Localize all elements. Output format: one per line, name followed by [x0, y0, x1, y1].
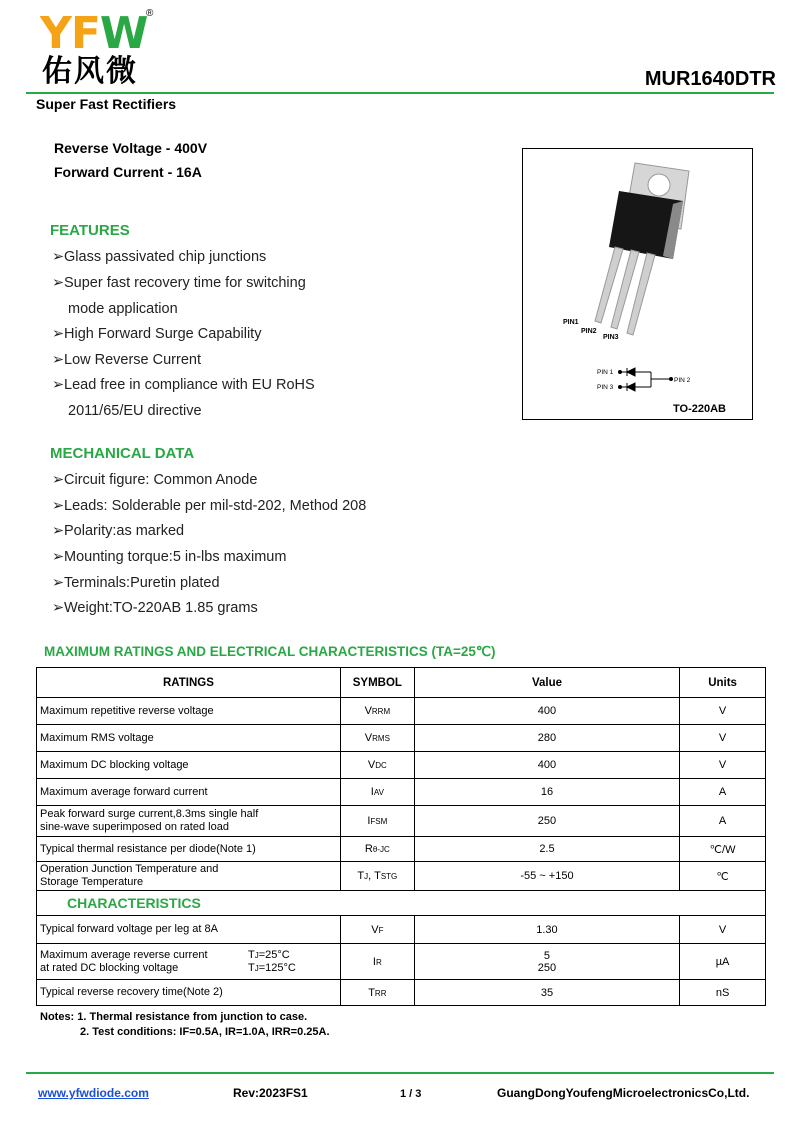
table-row: Operation Junction Temperature and Storage Temperature TJ, TSTG -55 ~ +150 ℃ — [37, 862, 766, 891]
schematic-pin2: PIN 2 — [674, 377, 691, 384]
to220-drawing — [523, 149, 752, 419]
pin1-label: PIN1 — [563, 319, 579, 326]
diode-symbol-icon — [619, 368, 673, 391]
feature-item: ➢Lead free in compliance with EU RoHS — [52, 377, 315, 393]
mechanical-item: ➢Leads: Solderable per mil-std-202, Method 208 — [52, 498, 367, 514]
table-row: Typical forward voltage per leg at 8A VF 1.30 V — [37, 916, 766, 944]
notes — [40, 1010, 330, 1040]
features-title: FEATURES — [50, 222, 130, 239]
ratings-table — [36, 667, 766, 1006]
registered-mark: ® — [146, 8, 154, 19]
mechanical-item: ➢Weight:TO-220AB 1.85 grams — [52, 600, 258, 616]
logo-text-w: W — [99, 8, 148, 59]
part-number: MUR1640DTR — [644, 68, 776, 90]
company-name: GuangDongYoufengMicroelectronicsCo,Ltd. — [497, 1086, 750, 1100]
mechanical-item: ➢Mounting torque:5 in-lbs maximum — [52, 549, 287, 565]
table-row: Peak forward surge current,8.3ms single half sine-wave superimposed on rated load IFSM 250 A — [37, 806, 766, 837]
note-1: Notes: 1. Thermal resistance from junction to case. — [40, 1011, 308, 1023]
table-header-row — [37, 668, 766, 698]
page-number: 1 / 3 — [400, 1088, 422, 1100]
mechanical-item: ➢Circuit figure: Common Anode — [52, 472, 258, 488]
pin3-label: PIN3 — [603, 334, 619, 341]
reverse-voltage: Reverse Voltage - 400V — [54, 140, 208, 156]
table-row: Maximum repetitive reverse voltage VRRM 400 V — [37, 698, 766, 725]
col-symbol: SYMBOL — [340, 668, 414, 698]
header-rule — [26, 92, 774, 94]
feature-item-cont: 2011/65/EU directive — [68, 403, 202, 419]
feature-item: ➢High Forward Surge Capability — [52, 326, 262, 342]
table-row: Maximum average forward current IAV 16 A — [37, 779, 766, 806]
forward-current: Forward Current - 16A — [54, 164, 202, 180]
package-figure — [522, 148, 753, 420]
website-link[interactable]: www.yfwdiode.com — [38, 1086, 149, 1100]
logo-text: YF — [40, 8, 100, 59]
schematic-pin3: PIN 3 — [597, 384, 614, 391]
subtitle: Super Fast Rectifiers — [36, 96, 177, 112]
revision: Rev:2023FS1 — [233, 1086, 308, 1100]
table-title: MAXIMUM RATINGS AND ELECTRICAL CHARACTERISTICS (TA=25℃) — [44, 644, 496, 659]
characteristics-header-row — [37, 891, 766, 916]
table-row: Maximum RMS voltage VRMS 280 V — [37, 725, 766, 752]
feature-item: ➢Super fast recovery time for switching — [52, 275, 306, 291]
logo-chinese: 佑风微 — [42, 54, 138, 89]
package-name: TO-220AB — [673, 403, 726, 415]
col-ratings: RATINGS — [37, 668, 341, 698]
mechanical-item: ➢Terminals:Puretin plated — [52, 575, 220, 591]
note-2: 2. Test conditions: IF=0.5A, IR=1.0A, IRR=0.25A. — [80, 1026, 330, 1038]
logo — [40, 8, 148, 59]
feature-item: ➢Low Reverse Current — [52, 352, 201, 368]
mechanical-title: MECHANICAL DATA — [50, 445, 195, 462]
table-row: Maximum average reverse current TJ=25°C at rated DC blocking voltage TJ=125°C IR 5 250 µA — [37, 944, 766, 980]
feature-item-cont: mode application — [68, 301, 178, 317]
pin2-label: PIN2 — [581, 328, 597, 335]
characteristics-title: CHARACTERISTICS — [37, 891, 766, 916]
schematic-pin1: PIN 1 — [597, 369, 614, 376]
col-value: Value — [414, 668, 679, 698]
feature-item: ➢Glass passivated chip junctions — [52, 249, 267, 265]
table-row: Typical thermal resistance per diode(Note 1) Rθ-JC 2.5 ℃/W — [37, 837, 766, 862]
table-row: Maximum DC blocking voltage VDC 400 V — [37, 752, 766, 779]
table-row: Typical reverse recovery time(Note 2) TRR 35 nS — [37, 980, 766, 1006]
col-units: Units — [680, 668, 766, 698]
mechanical-item: ➢Polarity:as marked — [52, 523, 185, 539]
footer-rule — [26, 1072, 774, 1074]
